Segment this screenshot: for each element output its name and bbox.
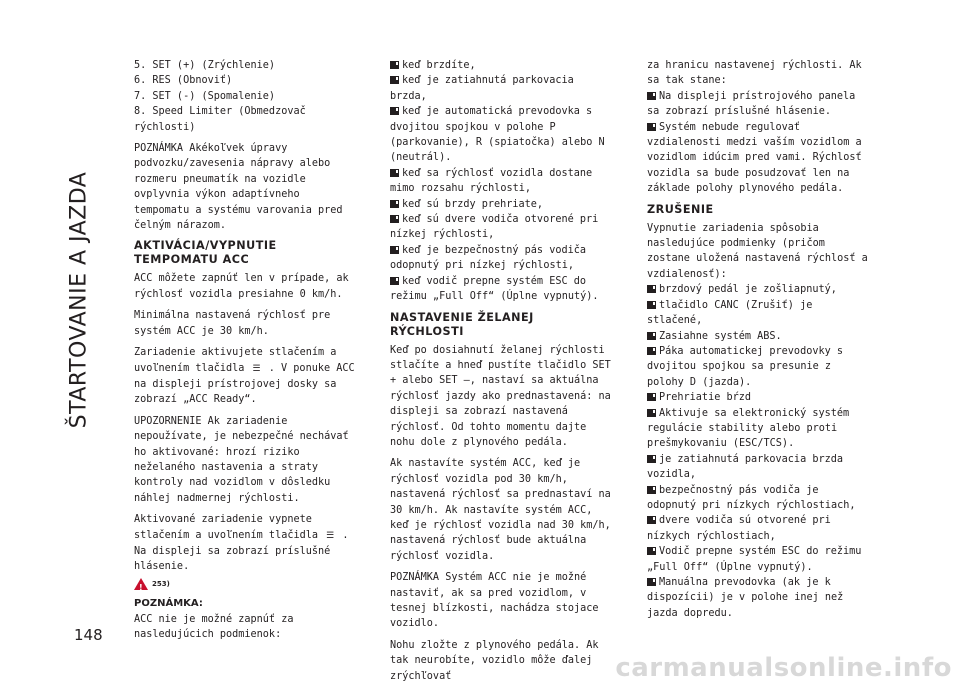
acc-button-icon: ☰ — [252, 363, 261, 374]
warning-reference — [134, 577, 359, 592]
list-item: Aktivuje sa elektronický systém regulácie stability alebo proti prešmykovaniu (ESC/TCS). — [647, 407, 850, 450]
text-column-1 — [134, 58, 359, 648]
page-number: 148 — [74, 626, 103, 644]
paragraph: Ak nastavíte systém ACC, keď je rýchlosť vozidla pod 30 km/h, nastavená rýchlosť sa prednastaví na 30 km/h. Ak nastavíte systém ACC, keď je rýchlosť vozidla nad 30 km/h, nastavená rýchlosť bude aktuálna rýchlosť vozidla. — [390, 458, 611, 562]
list-item: Na displeji prístrojového panela sa zobrazí príslušné hlásenie. — [647, 90, 856, 118]
list-item: 5. SET (+) (Zrýchlenie) — [134, 60, 276, 71]
bullet-icon — [647, 455, 656, 463]
bullet-icon — [647, 393, 656, 401]
controls-list — [134, 58, 359, 135]
bullet-icon — [390, 76, 399, 84]
bullet-icon — [647, 332, 656, 340]
paragraph: Nohu zložte z plynového pedála. Ak tak neurobíte, vozidlo môže ďalej zrýchľovať — [390, 639, 599, 682]
bullet-icon — [647, 409, 656, 417]
list-item: keď je bezpečnostný pás vodiča odopnutý pri nízkej rýchlosti, — [390, 244, 587, 272]
text-column-3 — [647, 58, 872, 627]
paragraph: Zariadenie aktivujete stlačením a uvoľnením tlačidla ☰ . V ponuke ACC na displeji prístrojovej dosky sa zobrazí „ACC Ready“. — [134, 347, 355, 406]
paragraph: Vypnutie zariadenia spôsobia nasledujúce podmienky (pričom zostane uložená nastavená rýchlosť a vzdialenosť): — [647, 222, 868, 280]
list-item: tlačidlo CANC (Zrušiť) je stlačené, — [647, 299, 813, 327]
list-item: Páka automatickej prevodovky s dvojitou spojkou sa presunie z polohy D (jazda). — [647, 345, 844, 388]
bullet-icon — [390, 246, 399, 254]
section-heading-activation: AKTIVÁCIA/VYPNUTIE TEMPOMATU ACC — [134, 239, 277, 267]
bullet-icon — [390, 169, 399, 177]
bullet-icon — [647, 578, 656, 586]
bullet-icon — [390, 215, 399, 223]
paragraph: ACC môžete zapnúť len v prípade, ak rýchlosť vozidla presiahne 0 km/h. — [134, 273, 349, 300]
watermark-text: carmanualsonline.info — [615, 653, 952, 683]
list-item: keď brzdíte, — [390, 58, 615, 73]
list-item: keď je automatická prevodovka s dvojitou spojkou v polohe P (parkovanie), R (spiatočka) alebo N (neutrál). — [390, 106, 605, 164]
list-item: bezpečnostný pás vodiča je odopnutý pri nízkych rýchlostiach, — [647, 484, 856, 511]
overspeed-list — [647, 89, 872, 197]
warning-paragraph: UPOZORNENIE Ak zariadenie nepoužívate, je nebezpečné nechávať ho aktivované: hrozí riziko neželaného nastavenia a straty kontroly nad vozidlom v dôsledku náhlej nadmernej rýchlosti. — [134, 415, 349, 504]
bullet-icon — [390, 107, 399, 115]
list-item: je zatiahnutá parkovacia brzda vozidla, — [647, 453, 844, 481]
list-item: keď je zatiahnutá parkovacia brzda, — [390, 75, 574, 102]
list-item: dvere vodiča sú otvorené pri nízkych rýchlostiach, — [647, 515, 831, 542]
bullet-icon — [647, 547, 656, 555]
note-paragraph: POZNÁMKA Akékoľvek úpravy podvozku/zavesenia nápravy alebo rozmeru pneumatík na vozidle ovplyvnia výkon adaptívneho tempomatu a systému varovania pred čelným nárazom. — [134, 143, 343, 232]
bullet-icon — [647, 123, 656, 131]
bullet-icon — [390, 277, 399, 285]
paragraph: Minimálna nastavená rýchlosť pre systém ACC je 30 km/h. — [134, 310, 331, 337]
bullet-icon — [647, 92, 656, 100]
list-item: Vodič prepne systém ESC do režimu „Full Off“ (Úplne vypnutý). — [647, 546, 862, 573]
list-item: brzdový pedál je zošliapnutý, — [647, 282, 872, 297]
list-item: Prehriatie bŕzd — [647, 390, 872, 405]
paragraph: Aktivované zariadenie vypnete stlačením a uvoľnením tlačidla ☰ . Na displeji sa zobrazí príslušné hlásenie. — [134, 514, 349, 573]
text-column-2 — [390, 58, 615, 683]
warning-reference-number: 253) — [152, 579, 170, 588]
list-item: keď vodič prepne systém ESC do režimu „Full Off“ (Úplne vypnutý). — [390, 275, 599, 303]
list-item: 7. SET (-) (Spomalenie) — [134, 90, 276, 102]
acc-button-icon: ☰ — [326, 530, 335, 541]
note-paragraph: POZNÁMKA Systém ACC nie je možné nastaviť, ak sa pred vozidlom, v tesnej blízkosti, nachádza stojace vozidlo. — [390, 572, 599, 630]
paragraph: za hranicu nastavenej rýchlosti. Ak sa tak stane: — [647, 60, 862, 87]
bullet-icon — [647, 347, 656, 355]
list-item: keď sa rýchlosť vozidla dostane mimo rozsahu rýchlosti, — [390, 167, 593, 195]
note-label: POZNÁMKA: — [134, 598, 203, 610]
section-heading-set-speed: NASTAVENIE ŽELANEJ RÝCHLOSTI — [390, 310, 534, 338]
chapter-side-title: ŠTARTOVANIE A JAZDA — [66, 171, 92, 429]
bullet-icon — [390, 61, 399, 69]
bullet-icon — [390, 200, 399, 208]
list-item: 8. Speed Limiter (Obmedzovač rýchlosti) — [134, 106, 306, 133]
section-heading-cancel: ZRUŠENIE — [647, 202, 714, 216]
cancel-conditions-list — [647, 282, 872, 621]
list-item: Manuálna prevodovka (ak je k dispozícii) je v polohe inej než jazda dopredu. — [647, 577, 844, 619]
bullet-icon — [647, 516, 656, 524]
bullet-icon — [647, 486, 656, 494]
list-item: Systém nebude regulovať vzdialenosti medzi vaším vozidlom a vozidlom idúcim pred vami. Rýchlosť vozidla sa bude posudzovať len na základe polohy plynového pedála. — [647, 121, 862, 195]
list-item: Zasiahne systém ABS. — [647, 329, 872, 344]
paragraph: ACC nie je možné zapnúť za nasledujúcich podmienok: — [134, 613, 294, 640]
warning-triangle-icon: ! — [134, 578, 148, 590]
bullet-icon — [647, 301, 656, 309]
list-item: keď sú brzdy prehriate, — [390, 197, 615, 212]
list-item: keď sú dvere vodiča otvorené pri nízkej rýchlosti, — [390, 214, 599, 241]
paragraph: Keď po dosiahnutí želanej rýchlosti stlačíte a hneď pustíte tlačidlo SET + alebo SET –, nastaví sa aktuálna rýchlosť jazdy ako prednastavená: na displeji sa zobrazí nastavená rýchlosť. Od tohto momentu dajte nohu dole z plynového pedála. — [390, 344, 611, 448]
list-item: 6. RES (Obnoviť) — [134, 75, 233, 87]
bullet-icon — [647, 285, 656, 293]
conditions-list — [390, 58, 615, 305]
